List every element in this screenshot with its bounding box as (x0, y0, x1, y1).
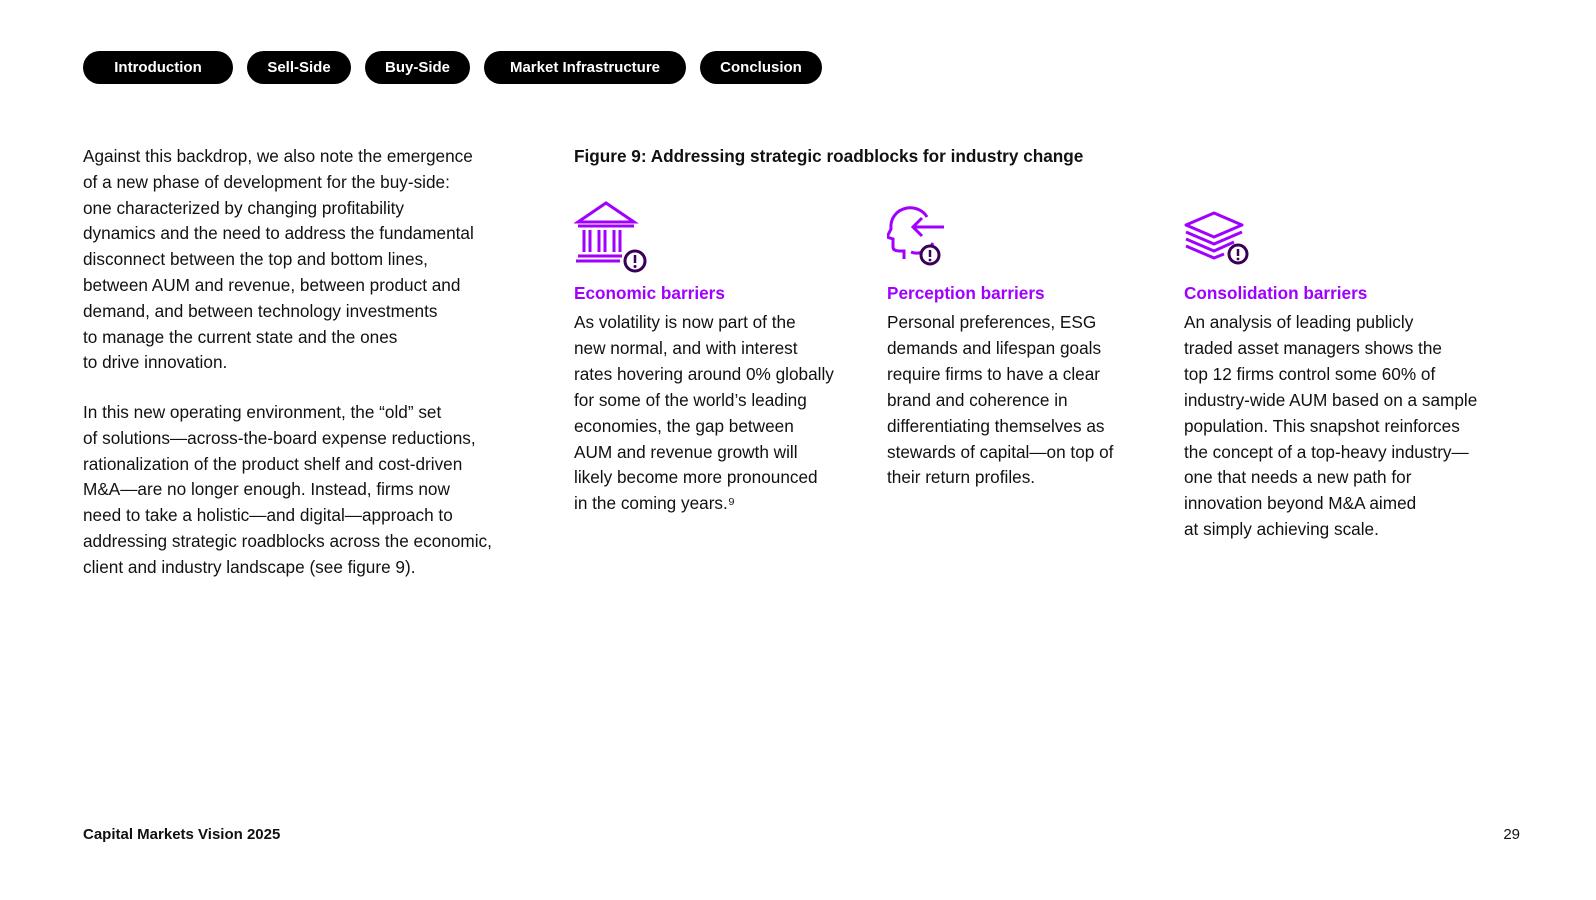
consolidation-barriers-heading: Consolidation barriers (1184, 283, 1368, 303)
perception-barriers-text: Personal preferences, ESG demands and lifespan goals require firms to have a clear brand and coherence in differentiating themselves as stewards of capital—on top of their return profiles. (887, 312, 1114, 488)
figure-title: Figure 9: Addressing strategic roadblocks for industry change (574, 146, 1084, 166)
intro-paragraph-2: In this new operating environment, the “old” set of solutions—across-the-board expense reductions, rationalization of the product shelf and cost-driven M&A—are no longer enough. Instead, firms now need to take a holistic—and digital—approach to addressing strategic roadblocks across the economic, client and industry landscape (see figure 9). (83, 402, 492, 577)
layers-alert-icon (1184, 211, 1252, 274)
tab-buy-side[interactable]: Buy-Side (365, 51, 470, 84)
intro-paragraph-1: Against this backdrop, we also note the emergence of a new phase of development for the buy-side: one characterized by changing profitability dynamics and the need to address the fundamental disconnect between the top and bottom lines, between AUM and revenue, between product and demand, and between technology investments to manage the current state and the ones to drive innovation. (83, 146, 474, 373)
tab-conclusion[interactable]: Conclusion (700, 51, 822, 84)
footer-publication-title: Capital Markets Vision 2025 (83, 826, 281, 843)
bank-alert-icon (574, 200, 648, 279)
tab-market-infrastructure[interactable]: Market Infrastructure (484, 51, 686, 84)
economic-barriers-text: As volatility is now part of the new normal, and with interest rates hovering around 0% globally for some of the world’s leading economies, the gap between AUM and revenue growth will likely become more pronounced in the coming years.⁹ (574, 312, 834, 514)
perception-barriers-heading: Perception barriers (887, 283, 1045, 303)
page-number: 29 (1503, 826, 1520, 843)
economic-barriers-heading: Economic barriers (574, 283, 725, 303)
tab-sell-side[interactable]: Sell-Side (247, 51, 351, 84)
tab-introduction[interactable]: Introduction (83, 51, 233, 84)
head-arrow-alert-icon (887, 205, 951, 274)
consolidation-barriers-text: An analysis of leading publicly traded asset managers shows the top 12 firms control some 60% of industry-wide AUM based on a sample population. This snapshot reinforces the concept of a top-heavy industry— one that needs a new path for innovation beyond M&A aimed at simply achieving scale. (1184, 312, 1478, 540)
